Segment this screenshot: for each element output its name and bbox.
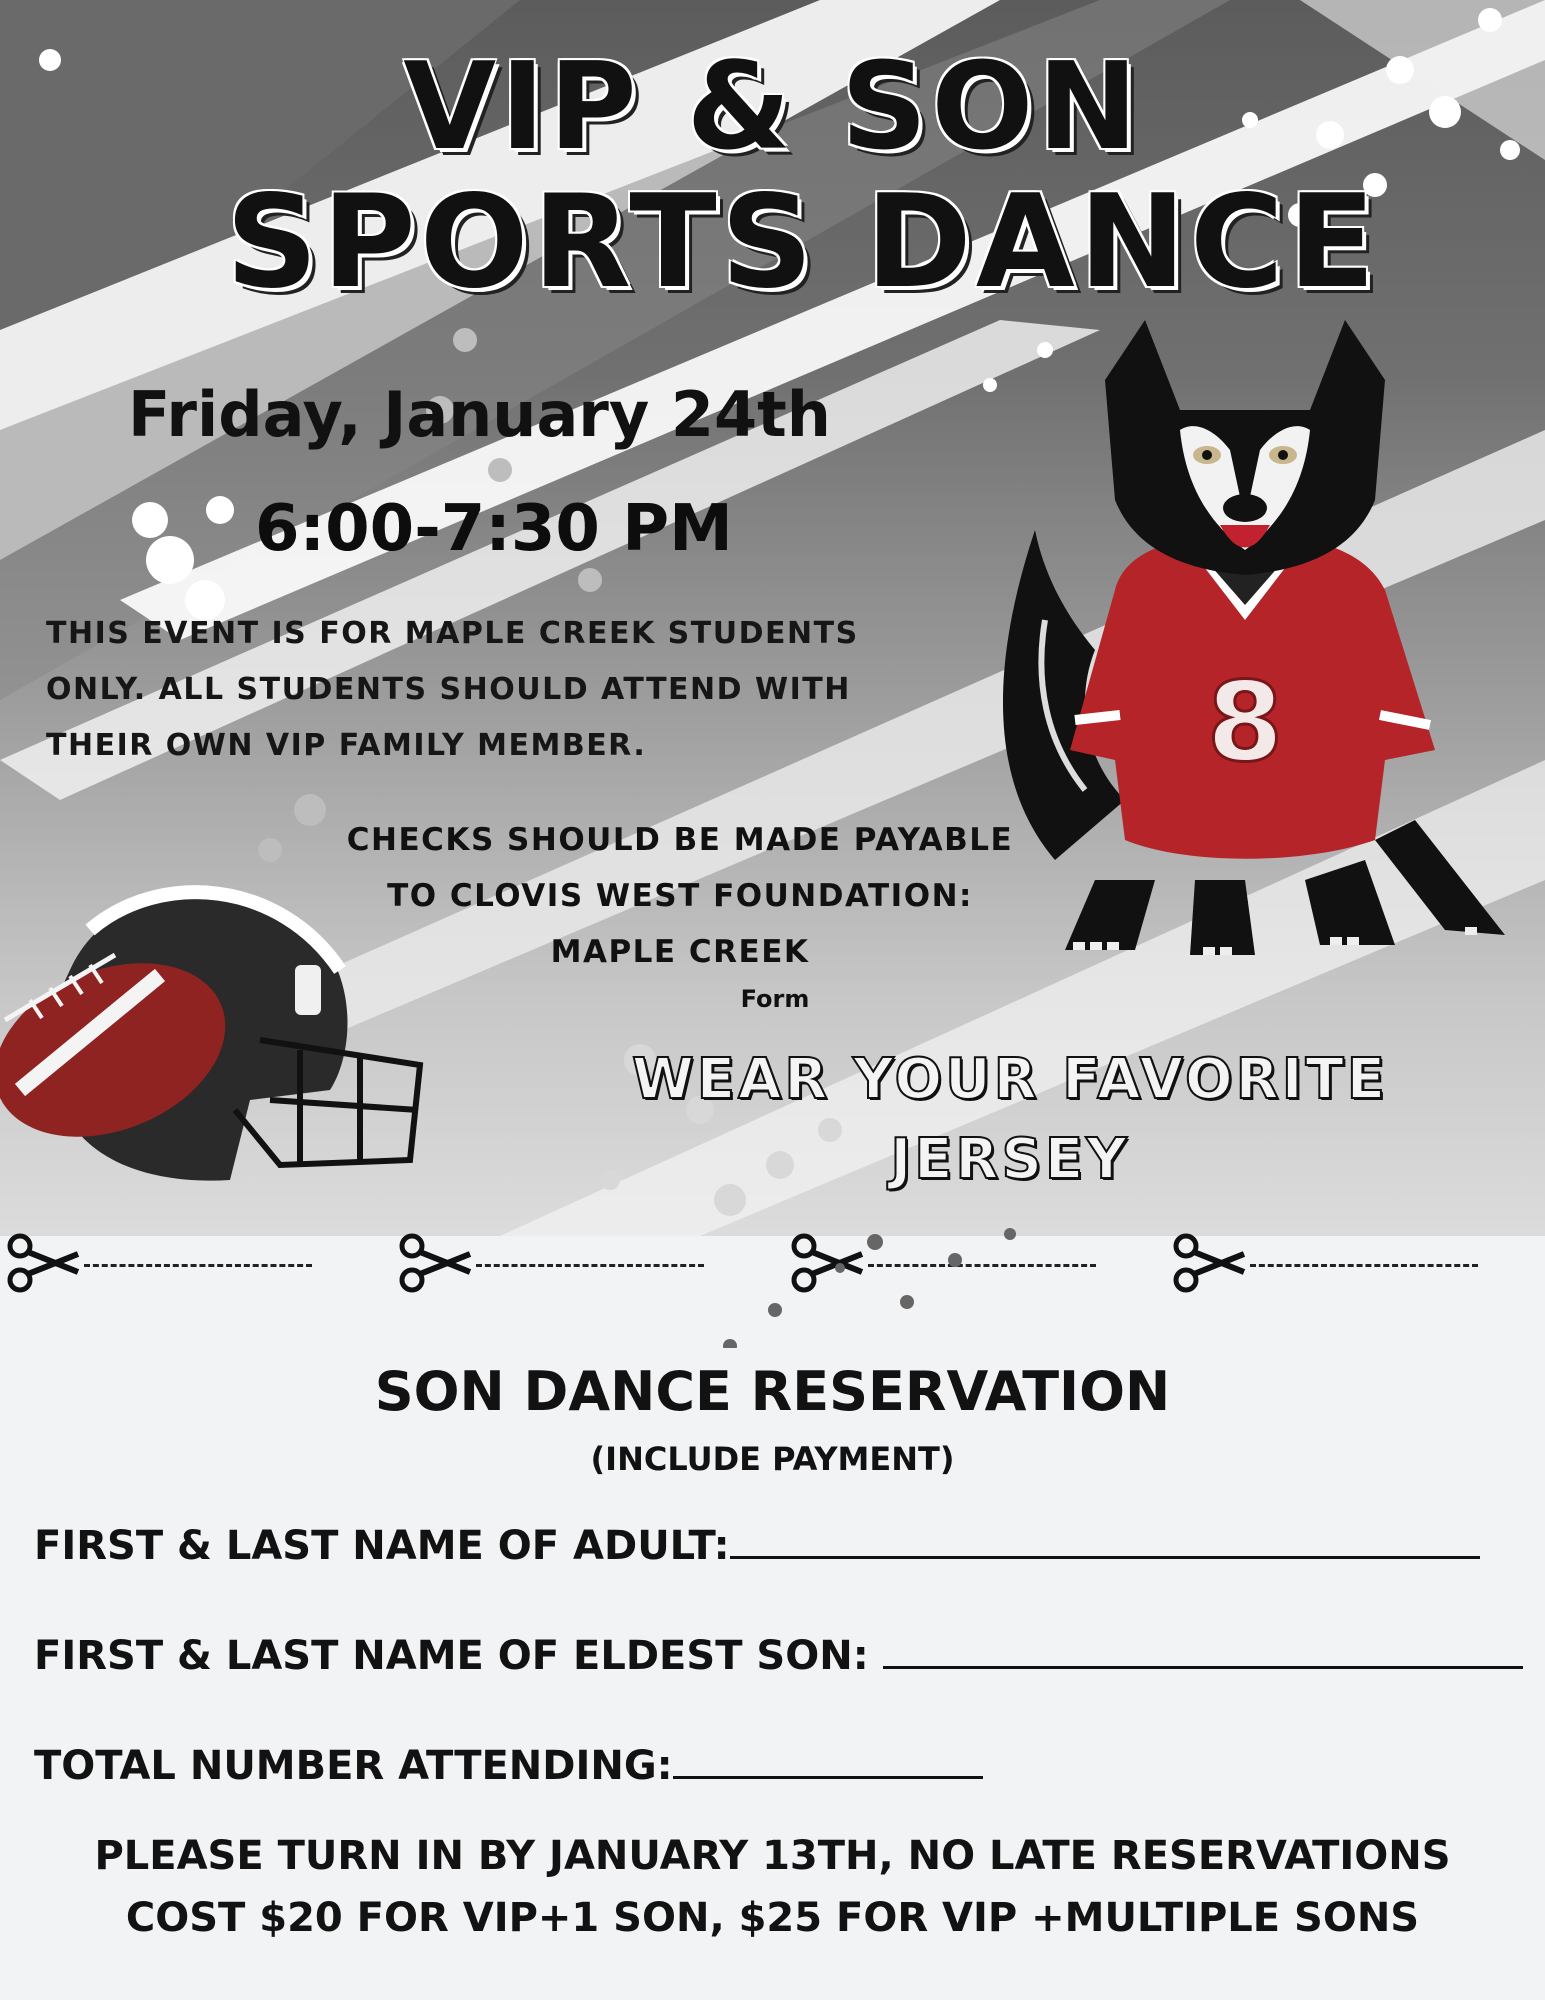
adult-name-field <box>34 1518 1480 1569</box>
eldest-son-label: FIRST & LAST NAME OF ELDEST SON: <box>34 1633 869 1679</box>
dress-code-line-2: JERSEY <box>890 1127 1130 1192</box>
event-time: 6:00-7:30 PM <box>255 492 733 566</box>
decorative-dots <box>0 1228 1545 1348</box>
cut-line <box>0 1228 1545 1308</box>
total-attending-label: TOTAL NUMBER ATTENDING: <box>34 1743 673 1789</box>
deadline-line: PLEASE TURN IN BY JANUARY 13TH, NO LATE RESERVATIONS <box>94 1833 1451 1879</box>
payment-line-2: TO CLOVIS WEST FOUNDATION: <box>387 878 973 914</box>
total-attending-blank[interactable] <box>673 1738 983 1779</box>
cost-line: COST $20 FOR VIP+1 SON, $25 FOR VIP +MULTIPLE SONS <box>125 1895 1420 1941</box>
title-line-2: SPORTS DANCE <box>225 168 1380 317</box>
title-line-1: VIP & SON <box>403 38 1142 177</box>
eldest-son-blank[interactable] <box>883 1628 1523 1669</box>
husky-mascot-icon <box>975 320 1515 980</box>
payment-line-1: CHECKS SHOULD BE MADE PAYABLE <box>346 822 1014 858</box>
dress-code-line-1: WEAR YOUR FAVORITE <box>632 1047 1388 1112</box>
event-date: Friday, January 24th <box>128 378 831 451</box>
mascot-jersey-number: 8 <box>1206 658 1284 786</box>
adult-name-label: FIRST & LAST NAME OF ADULT: <box>34 1523 730 1569</box>
dress-code-note <box>630 1040 1390 1200</box>
total-attending-field <box>34 1738 983 1789</box>
adult-name-blank[interactable] <box>730 1518 1480 1559</box>
eldest-son-field <box>34 1628 1523 1679</box>
football-helmet-icon <box>0 860 440 1200</box>
reservation-title: SON DANCE RESERVATION <box>374 1360 1171 1423</box>
form-label: Form <box>740 985 810 1013</box>
event-eligibility-note: THIS EVENT IS FOR MAPLE CREEK STUDENTS ONLY. ALL STUDENTS SHOULD ATTEND WITH THEIR OWN VIP FAMILY MEMBER. <box>46 616 859 763</box>
reservation-subtitle: (INCLUDE PAYMENT) <box>590 1440 955 1478</box>
deadline-and-cost-notice <box>0 1825 1545 1949</box>
payment-line-3: MAPLE CREEK <box>550 934 810 970</box>
